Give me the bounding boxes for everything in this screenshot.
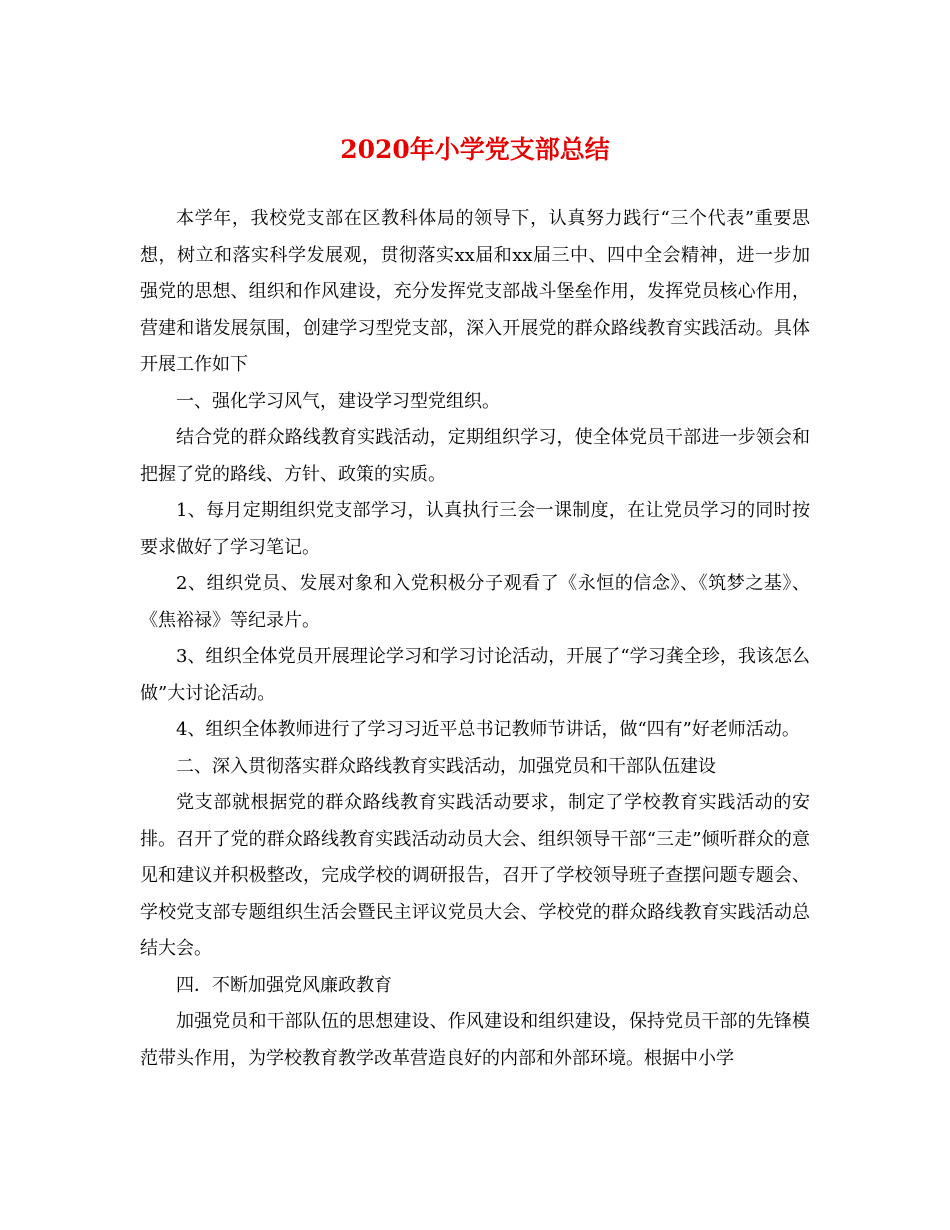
list-item: 3、组织全体党员开展理论学习和学习讨论活动，开展了“学习龚全珍，我该怎么做”大讨论活动。 [140,646,810,704]
document-title: 2020年小学党支部总结 [340,135,610,164]
list-item: 4、组织全体教师进行了学习习近平总书记教师节讲话，做“四有”好老师活动。 [176,719,800,740]
paragraph: 加强党员和干部队伍的思想建设、作风建设和组织建设，保持党员干部的先锋模范带头作用，为学校教育教学改革营造良好的内部和外部环境。根据中小学 [140,1011,810,1069]
paragraph: 结合党的群众路线教育实践活动，定期组织学习，使全体党员干部进一步领会和把握了党的路线、方针、政策的实质。 [140,427,810,485]
document-body [140,201,810,1077]
paragraph-intro: 本学年，我校党支部在区教科体局的领导下，认真努力践行“三个代表”重要思想，树立和落实科学发展观，贯彻落实xx届和xx届三中、四中全会精神，进一步加强党的思想、组织和作风建设，充分发挥党支部战斗堡垒作用，发挥党员核心作用，营建和谐发展氛围，创建学习型党支部，深入开展党的群众路线教育实践活动。具体开展工作如下 [140,208,810,375]
section-heading-2: 二、深入贯彻落实群众路线教育实践活动，加强党员和干部队伍建设 [176,755,716,777]
section-heading-4: 四．不断加强党风廉政教育 [176,974,392,996]
list-item: 1、每月定期组织党支部学习，认真执行三会一课制度，在让党员学习的同时按要求做好了学习笔记。 [140,500,810,558]
paragraph: 党支部就根据党的群众路线教育实践活动要求，制定了学校教育实践活动的安排。召开了党的群众路线教育实践活动动员大会、组织领导干部“三走”倾听群众的意见和建议并积极整改，完成学校的调研报告，召开了学校领导班子查摆问题专题会、学校党支部专题组织生活会暨民主评议党员大会、学校党的群众路线教育实践活动总结大会。 [140,792,810,959]
list-item: 2、组织党员、发展对象和入党积极分子观看了《永恒的信念》、《筑梦之基》、《焦裕禄》等纪录片。 [140,573,810,631]
section-heading-1: 一、强化学习风气，建设学习型党组织。 [176,390,500,412]
